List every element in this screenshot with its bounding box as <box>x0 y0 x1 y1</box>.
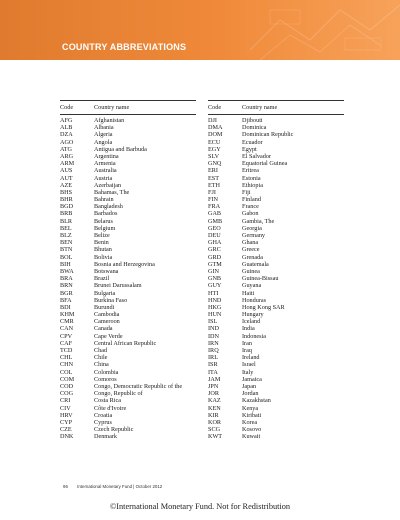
country-code: GRC <box>208 246 221 254</box>
country-code: GNQ <box>208 160 222 168</box>
country-code: IRN <box>208 339 219 347</box>
country-code: TCD <box>60 347 73 354</box>
table-row <box>208 426 344 433</box>
country-name: Azerbaijan <box>94 181 122 189</box>
country-name: Hungary <box>242 311 264 319</box>
country-name: Congo, Republic of <box>94 390 143 398</box>
country-name: Finland <box>242 196 261 204</box>
table-row <box>60 361 196 368</box>
table-left-column <box>60 100 196 440</box>
country-name: Ghana <box>242 239 259 247</box>
country-code: AGO <box>60 138 74 146</box>
country-code: GUY <box>208 282 222 290</box>
country-code: ISR <box>208 361 218 369</box>
country-name: Belgium <box>94 224 116 232</box>
country-code: CYP <box>60 418 73 426</box>
header-banner <box>0 0 400 60</box>
table-row <box>60 117 196 124</box>
country-name: Hong Kong SAR <box>242 303 285 311</box>
country-code: CZE <box>60 426 72 434</box>
table-right-column <box>208 100 344 440</box>
country-code: BOL <box>60 253 73 261</box>
table-row <box>60 325 196 332</box>
country-name: Greece <box>242 246 260 254</box>
table-row <box>60 239 196 246</box>
country-name: Antigua and Barbuda <box>94 145 147 153</box>
table-row <box>60 297 196 304</box>
country-code: ARG <box>60 152 74 160</box>
country-name: Ecuador <box>242 138 263 146</box>
country-code: KWT <box>208 433 223 441</box>
table-row <box>208 196 344 203</box>
table-row <box>208 304 344 311</box>
table-row <box>208 390 344 397</box>
country-name: Guinea <box>242 267 260 275</box>
table-row <box>208 275 344 282</box>
country-code: AUS <box>60 167 73 175</box>
country-name: Central African Republic <box>94 339 157 347</box>
country-code: DOM <box>208 131 223 139</box>
country-name: Gabon <box>242 210 259 218</box>
table-row <box>60 139 196 146</box>
table-row <box>60 167 196 174</box>
table-row <box>60 225 196 232</box>
country-name: Kiribati <box>242 411 262 419</box>
table-row <box>60 182 196 189</box>
table-row <box>208 182 344 189</box>
country-code: BFA <box>60 296 72 304</box>
country-name: Eritrea <box>242 167 259 175</box>
country-name: Angola <box>94 138 113 146</box>
table-row <box>60 160 196 167</box>
table-row <box>60 268 196 275</box>
country-name: Ethiopia <box>242 181 263 189</box>
country-name: Botswana <box>94 267 119 275</box>
table-rows-right <box>208 117 344 440</box>
country-name: Bangladesh <box>94 203 123 211</box>
country-code: DEU <box>208 232 221 239</box>
country-name: Cameroon <box>94 318 120 326</box>
table-row <box>60 311 196 318</box>
country-code: JPN <box>208 382 219 390</box>
table-row <box>208 369 344 376</box>
country-name: Bhutan <box>94 246 112 254</box>
country-name: Guatemala <box>242 260 269 268</box>
table-row <box>208 175 344 182</box>
country-name: Georgia <box>242 224 262 232</box>
country-name: Congo, Democratic Republic of the <box>94 382 183 390</box>
table-row <box>60 275 196 282</box>
country-code: ECU <box>208 138 221 146</box>
country-code: CHN <box>60 361 74 369</box>
country-code: ALB <box>60 124 73 132</box>
country-code: BRA <box>60 275 73 283</box>
country-code: IND <box>208 325 219 333</box>
table-row <box>60 232 196 239</box>
country-name: Japan <box>242 382 257 390</box>
table-header-rule <box>60 114 196 115</box>
country-name: Brunei Darussalam <box>94 282 142 290</box>
country-name: Kosovo <box>242 426 262 434</box>
table-row <box>208 124 344 131</box>
country-code: EGY <box>208 145 221 153</box>
table-row <box>60 290 196 297</box>
country-name: Jamaica <box>242 375 262 383</box>
country-code: CRI <box>60 397 71 405</box>
table-row <box>208 290 344 297</box>
country-name: Bolivia <box>94 253 113 261</box>
country-code: KHM <box>60 311 75 319</box>
table-row <box>60 383 196 390</box>
country-name: Chad <box>94 347 108 354</box>
country-code: AFG <box>60 117 73 124</box>
country-code: HKG <box>208 303 222 311</box>
table-row <box>60 261 196 268</box>
country-name: Argentina <box>94 152 119 160</box>
country-name: Korea <box>242 418 258 426</box>
table-header <box>60 101 196 113</box>
country-code: ERI <box>208 167 218 175</box>
table-row <box>208 354 344 361</box>
country-code: BDI <box>60 303 71 311</box>
table-row <box>60 333 196 340</box>
country-name: Croatia <box>94 411 113 419</box>
country-code: ATG <box>60 145 73 153</box>
country-code: COL <box>60 368 73 376</box>
table-row <box>208 225 344 232</box>
country-code: AUT <box>60 174 73 182</box>
table-row <box>208 405 344 412</box>
table-row <box>60 189 196 196</box>
footer-source: International Monetary Fund | October 2012 <box>77 484 163 489</box>
country-code: BLR <box>60 217 73 225</box>
country-code: DMA <box>208 124 223 132</box>
country-name: Cape Verde <box>94 332 123 340</box>
country-name: Austria <box>94 174 113 182</box>
country-name: Iceland <box>242 318 261 326</box>
country-name: Iraq <box>242 347 252 354</box>
table-row <box>60 175 196 182</box>
country-name: El Salvador <box>242 152 272 160</box>
page-footer <box>63 484 162 489</box>
table-row <box>208 153 344 160</box>
country-name: Bosnia and Herzegovina <box>94 260 155 268</box>
country-code: HND <box>208 296 222 304</box>
country-name: Canada <box>94 325 113 333</box>
copyright-notice: ©International Monetary Fund. Not for Redistribution <box>109 502 291 511</box>
code-column-header: Code <box>208 104 222 111</box>
table-row <box>60 340 196 347</box>
country-code: ETH <box>208 181 221 189</box>
table-row <box>60 210 196 217</box>
table-row <box>60 246 196 253</box>
country-name: Indonesia <box>242 332 267 340</box>
country-name: Guinea-Bissau <box>242 275 279 283</box>
table-row <box>60 196 196 203</box>
country-name: Cambodia <box>94 311 120 319</box>
country-name: Comoros <box>94 375 117 383</box>
table-row <box>208 397 344 404</box>
country-code: FIN <box>208 196 218 204</box>
country-name: Honduras <box>242 296 267 304</box>
country-code: BGD <box>60 203 74 211</box>
country-code: BHS <box>60 188 73 196</box>
country-code: GEO <box>208 224 221 232</box>
table-row <box>208 139 344 146</box>
country-name: Gambia, The <box>242 217 275 225</box>
country-code: DZA <box>60 131 73 139</box>
country-code: BTN <box>60 246 73 254</box>
country-code: BEL <box>60 224 72 232</box>
country-name: Dominica <box>242 124 267 132</box>
table-row <box>60 282 196 289</box>
country-code: BIH <box>60 260 71 268</box>
table-row <box>208 297 344 304</box>
country-name: Barbados <box>94 210 118 218</box>
country-name: Egypt <box>242 145 257 153</box>
country-code: AZE <box>60 181 73 189</box>
country-code: GRD <box>208 253 222 261</box>
country-code: COD <box>60 382 74 390</box>
table-row <box>60 218 196 225</box>
table-row <box>208 246 344 253</box>
country-code: CAF <box>60 339 73 347</box>
country-code: BRN <box>60 282 73 290</box>
name-column-header: Country name <box>94 104 130 111</box>
country-name: Albania <box>94 124 114 132</box>
table-row <box>60 131 196 138</box>
table-row <box>208 232 344 239</box>
country-name: Grenada <box>242 253 263 261</box>
country-code: DJI <box>208 117 217 124</box>
table-row <box>208 311 344 318</box>
table-row <box>208 419 344 426</box>
table-row <box>60 433 196 440</box>
country-code: GNB <box>208 275 222 283</box>
country-name: Kenya <box>242 404 259 412</box>
table-row <box>60 419 196 426</box>
country-code: KAZ <box>208 397 221 405</box>
table-row <box>208 160 344 167</box>
table-row <box>60 254 196 261</box>
country-code: IRL <box>208 354 218 362</box>
country-code: COM <box>60 375 75 383</box>
table-row <box>208 318 344 325</box>
table-row <box>208 203 344 210</box>
table-row <box>60 390 196 397</box>
country-name: China <box>94 361 109 369</box>
country-code: KIR <box>208 411 219 419</box>
country-code: BEN <box>60 239 73 247</box>
table-row <box>208 376 344 383</box>
country-code: CIV <box>60 404 71 412</box>
country-name: Djibouti <box>242 117 263 124</box>
table-header-rule <box>208 114 344 115</box>
country-name: Italy <box>242 368 254 376</box>
country-name: Belize <box>94 232 110 239</box>
table-row <box>60 412 196 419</box>
country-code: BLZ <box>60 232 72 239</box>
country-code: GHA <box>208 239 222 247</box>
country-code: ITA <box>208 368 218 376</box>
country-name: Bulgaria <box>94 289 116 297</box>
country-code: GMB <box>208 217 223 225</box>
country-code: BWA <box>60 267 74 275</box>
name-column-header: Country name <box>242 104 278 111</box>
country-name: Chile <box>94 354 108 362</box>
table-row <box>60 369 196 376</box>
table-row <box>208 433 344 440</box>
country-code: GIN <box>208 267 219 275</box>
country-code: ARM <box>60 160 75 168</box>
country-code: SLV <box>208 152 220 160</box>
table-row <box>208 167 344 174</box>
table-row <box>208 325 344 332</box>
country-code: GTM <box>208 260 222 268</box>
country-name: Colombia <box>94 368 119 376</box>
country-name: Bahrain <box>94 196 114 204</box>
country-code: CPV <box>60 332 73 340</box>
country-name: Armenia <box>94 160 116 168</box>
country-name: Guyana <box>242 282 262 290</box>
country-code: HTI <box>208 289 219 297</box>
country-name: Jordan <box>242 390 259 398</box>
country-code: CHL <box>60 354 73 362</box>
country-code: HUN <box>208 311 222 319</box>
country-code: GAB <box>208 210 222 218</box>
table-row <box>60 376 196 383</box>
country-code: KOR <box>208 418 222 426</box>
country-code: EST <box>208 174 220 182</box>
table-row <box>60 203 196 210</box>
page-number: 96 <box>63 484 68 489</box>
country-code: KEN <box>208 404 221 412</box>
country-name: Côte d'Ivoire <box>94 404 127 412</box>
table-row <box>60 354 196 361</box>
country-code: JAM <box>208 375 221 383</box>
table-row <box>60 426 196 433</box>
country-name: Germany <box>242 232 266 239</box>
country-code: FJI <box>208 188 216 196</box>
table-row <box>60 347 196 354</box>
country-name: Algeria <box>94 131 113 139</box>
table-row <box>60 153 196 160</box>
country-name: Estonia <box>242 174 261 182</box>
table-row <box>208 131 344 138</box>
table-row <box>208 261 344 268</box>
country-code: CAN <box>60 325 74 333</box>
country-code: COG <box>60 390 74 398</box>
table-row <box>60 405 196 412</box>
table-row <box>60 124 196 131</box>
country-name: Belarus <box>94 217 113 225</box>
table-row <box>208 218 344 225</box>
table-row <box>208 210 344 217</box>
table-row <box>208 146 344 153</box>
table-row <box>208 347 344 354</box>
country-name: Australia <box>94 167 117 175</box>
country-code: JOR <box>208 390 220 398</box>
country-name: Equatorial Guinea <box>242 160 288 168</box>
country-name: Bahamas, The <box>94 188 130 196</box>
table-row <box>208 268 344 275</box>
table-row <box>208 361 344 368</box>
country-code: BHR <box>60 196 73 204</box>
country-name: Burkina Faso <box>94 296 128 304</box>
country-code: CMR <box>60 318 74 326</box>
banner-pattern-graphic <box>250 0 400 60</box>
country-name: Israel <box>242 361 256 369</box>
country-code: FRA <box>208 203 221 211</box>
country-name: Kuwait <box>242 433 261 441</box>
table-row <box>208 254 344 261</box>
country-name: India <box>242 325 255 333</box>
country-name: Iran <box>242 339 252 347</box>
page-title: COUNTRY ABBREVIATIONS <box>62 42 187 52</box>
table-row <box>60 304 196 311</box>
country-code: IRQ <box>208 347 219 354</box>
table-row <box>208 383 344 390</box>
country-code: DNK <box>60 433 74 441</box>
country-name: Ireland <box>242 354 260 362</box>
code-column-header: Code <box>60 104 74 111</box>
country-name: Brazil <box>94 275 110 283</box>
table-row <box>208 333 344 340</box>
country-name: Haiti <box>242 289 255 297</box>
table-row <box>60 146 196 153</box>
country-code: ISL <box>208 318 218 326</box>
country-name: France <box>242 203 259 211</box>
table-row <box>208 340 344 347</box>
country-name: Czech Republic <box>94 426 134 434</box>
country-code: BGR <box>60 289 73 297</box>
country-name: Denmark <box>94 433 118 441</box>
country-name: Dominican Republic <box>242 131 294 139</box>
table-row <box>60 318 196 325</box>
country-code: BRB <box>60 210 73 218</box>
table-row <box>208 239 344 246</box>
country-name: Burundi <box>94 303 115 311</box>
table-row <box>60 397 196 404</box>
country-code: SCG <box>208 426 221 434</box>
country-name: Cyprus <box>94 418 112 426</box>
table-header <box>208 101 344 113</box>
table-row <box>208 282 344 289</box>
country-name: Costa Rica <box>94 397 121 405</box>
country-name: Afghanistan <box>94 117 125 124</box>
country-code: HRV <box>60 411 73 419</box>
table-row <box>208 189 344 196</box>
country-name: Kazakhstan <box>242 397 271 405</box>
country-name: Fiji <box>242 188 251 196</box>
country-name: Benin <box>94 239 109 247</box>
country-code: IDN <box>208 332 219 340</box>
table-row <box>208 117 344 124</box>
table-rows-left <box>60 117 196 440</box>
table-row <box>208 412 344 419</box>
